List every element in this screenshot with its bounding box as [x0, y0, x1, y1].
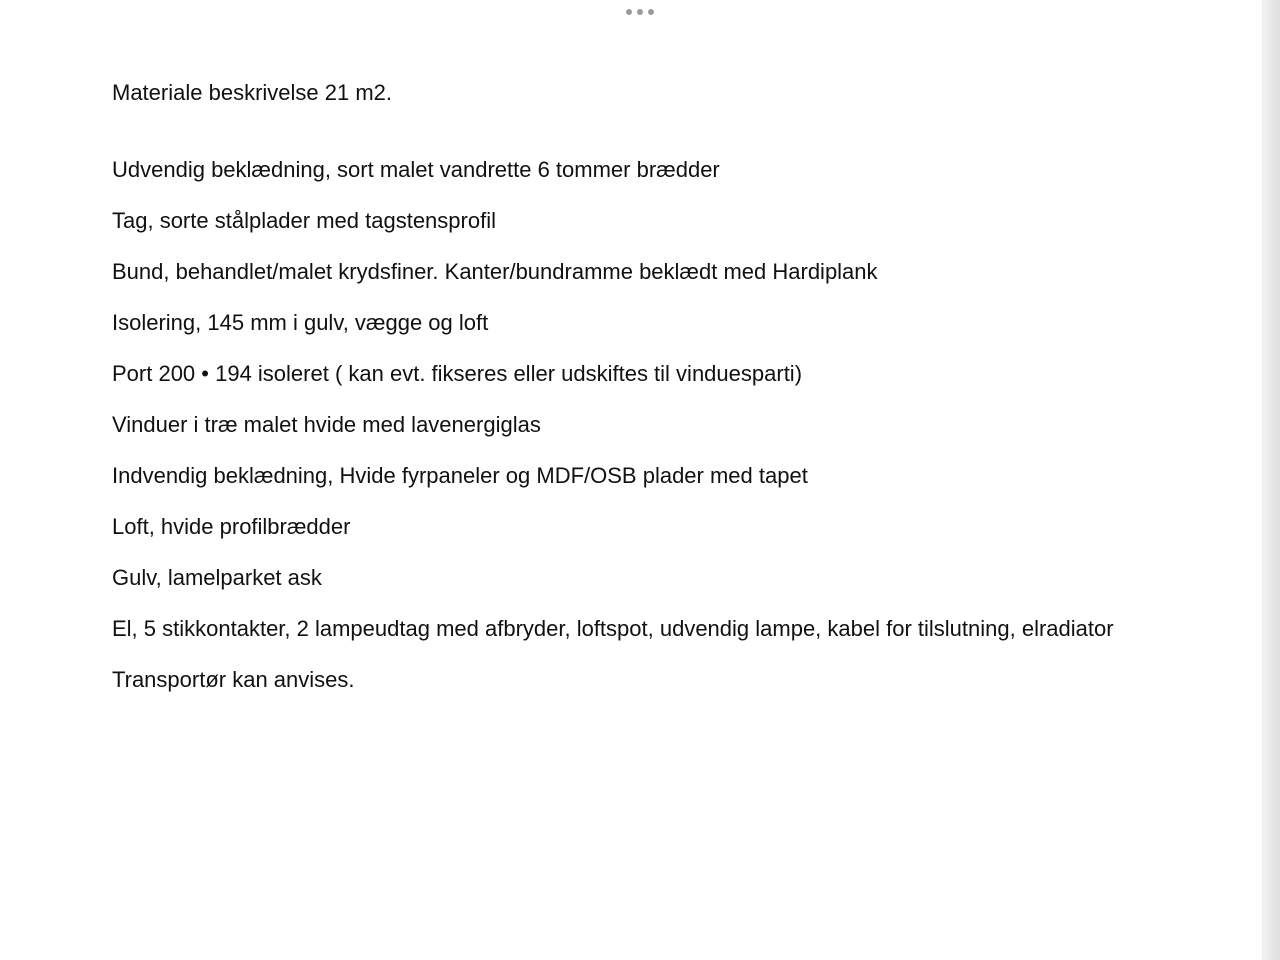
- line-electrical: El, 5 stikkontakter, 2 lampeudtag med afbryder, loftspot, udvendig lampe, kabel for tilslutning, elradiator: [112, 616, 1114, 641]
- line-roof: Tag, sorte stålplader med tagstensprofil: [112, 208, 496, 233]
- line-port: Port 200 • 194 isoleret ( kan evt. fikseres eller udskiftes til vinduesparti): [112, 361, 803, 386]
- line-transport: Transportør kan anvises.: [112, 667, 355, 692]
- dot: [637, 9, 643, 15]
- dot: [626, 9, 632, 15]
- line-ceiling: Loft, hvide profilbrædder: [112, 514, 351, 539]
- line-floor: Gulv, lamelparket ask: [112, 565, 322, 590]
- line-interior-cladding: Indvendig beklædning, Hvide fyrpaneler og MDF/OSB plader med tapet: [112, 463, 808, 488]
- dot: [648, 9, 654, 15]
- line-insulation: Isolering, 145 mm i gulv, vægge og loft: [112, 310, 489, 335]
- line-base: Bund, behandlet/malet krydsfiner. Kanter/bundramme beklædt med Hardiplank: [112, 259, 878, 284]
- document-title: Materiale beskrivelse 21 m2.: [112, 80, 393, 105]
- line-windows: Vinduer i træ malet hvide med lavenergiglas: [112, 412, 541, 437]
- document-body: [112, 80, 1162, 718]
- line-exterior-cladding: Udvendig beklædning, sort malet vandrette 6 tommer brædder: [112, 157, 720, 182]
- page-edge-shadow: [1262, 0, 1280, 960]
- more-dots-icon[interactable]: [626, 8, 654, 16]
